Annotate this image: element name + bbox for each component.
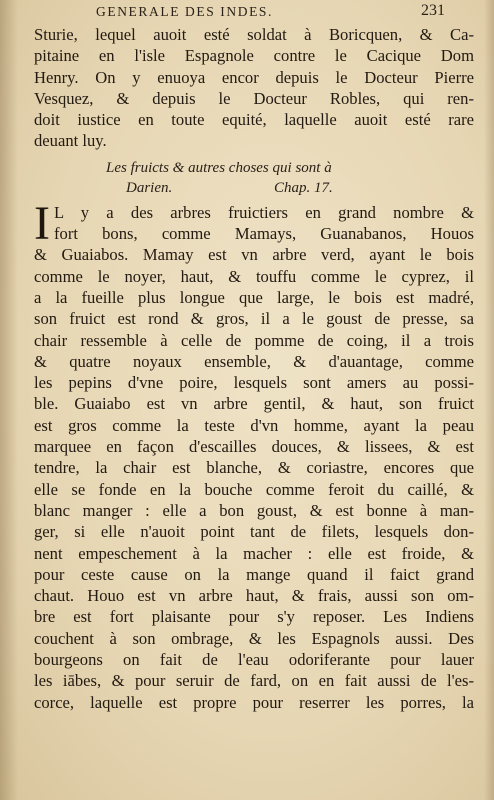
- text-line: chaut. Houo est vn arbre haut, & frais, aussi son om-: [34, 586, 474, 606]
- chapter-heading: [34, 158, 474, 198]
- text-line: son fruict est rond & gros, il a le goust de presse, sa: [34, 309, 474, 329]
- text-line: fort bons, comme Mamays, Guanabanos, Houos: [54, 224, 474, 244]
- text-line: bre est fort plaisante pour s'y reposer. Les Indiens: [34, 607, 474, 627]
- chapter-heading-line: Les fruicts & autres choses qui sont à: [106, 159, 332, 176]
- text-line: doit iustice en toute equité, laquelle auoit esté rare: [34, 110, 474, 130]
- chapter-number: Chap. 17.: [274, 179, 333, 196]
- text-line: tendre, la chair est blanche, & coriastre, encores que: [34, 458, 474, 478]
- text-line: comme le noyer, haut, & touffu comme le cyprez, il: [34, 266, 474, 286]
- text-line: ble. Guaiabo est vn arbre gentil, & haut, son fruict: [34, 394, 474, 414]
- text-line: elle se fonde en la bouche comme feroit du caillé, &: [34, 479, 474, 499]
- text-line: & Guaiabos. Mamay est vn arbre verd, ayant le bois: [34, 245, 474, 265]
- text-line: les iābes, & pour seruir de fard, on en fait aussi de l'es-: [34, 671, 474, 691]
- text-line: Vesquez, & depuis le Docteur Robles, qui ren-: [34, 88, 474, 108]
- spine-shadow: [0, 0, 18, 800]
- text-line: Sturie, lequel auoit esté soldat à Boricquen, & Ca-: [34, 25, 474, 44]
- text-line: est gros comme la teste d'vn homme, ayant la peau: [34, 415, 474, 435]
- chapter-body: [34, 196, 474, 713]
- text-line: & quatre noyaux ensemble, & d'auantage, comme: [34, 351, 474, 371]
- text-line: les pepins d'vne poire, lesquels sont amers au possi-: [34, 373, 474, 393]
- text-line: L y a des arbres fruictiers en grand nombre &: [54, 202, 474, 222]
- text-line: marquee en façon d'escailles douces, & lissees, & est: [34, 437, 474, 457]
- chapter-heading-place: Darien.: [126, 179, 173, 196]
- text-line: a la fueille plus longue que large, le bois est madré,: [34, 287, 474, 307]
- text-line: ger, si elle n'auoit point tant de filets, lesquels don-: [34, 522, 474, 542]
- page-edge-shadow: [484, 0, 494, 800]
- chapter-heading-line: [34, 178, 474, 198]
- text-line: nent empeschement à la macher : elle est froide, &: [34, 543, 474, 563]
- drop-cap: I: [34, 196, 50, 250]
- page-number: 231: [421, 2, 445, 19]
- running-head: [0, 4, 494, 26]
- text-line: pour ceste cause on la mange quand il faict grand: [34, 564, 474, 584]
- text-line: blanc manger : elle a bon goust, & est bonne à man-: [34, 500, 474, 520]
- text-line: couchent à son ombrage, & les Espagnols aussi. Des: [34, 628, 474, 648]
- text-line: bourgeons on fait de l'eau odoriferante pour lauer: [34, 650, 474, 670]
- text-line: pitaine en l'isle Espagnole contre le Cacique Dom: [34, 46, 474, 66]
- text-block: [34, 24, 474, 713]
- running-title: GENERALE DES INDES.: [96, 4, 274, 19]
- text-line: corce, laquelle est propre pour reserrer les porres, la: [34, 692, 474, 712]
- text-line: chair ressemble à celle de pomme de coing, il a trois: [34, 330, 474, 350]
- intro-paragraph: [34, 24, 474, 152]
- text-line: deuant luy.: [34, 131, 107, 151]
- text-line: Henry. On y enuoya encor depuis le Docteur Pierre: [34, 67, 474, 87]
